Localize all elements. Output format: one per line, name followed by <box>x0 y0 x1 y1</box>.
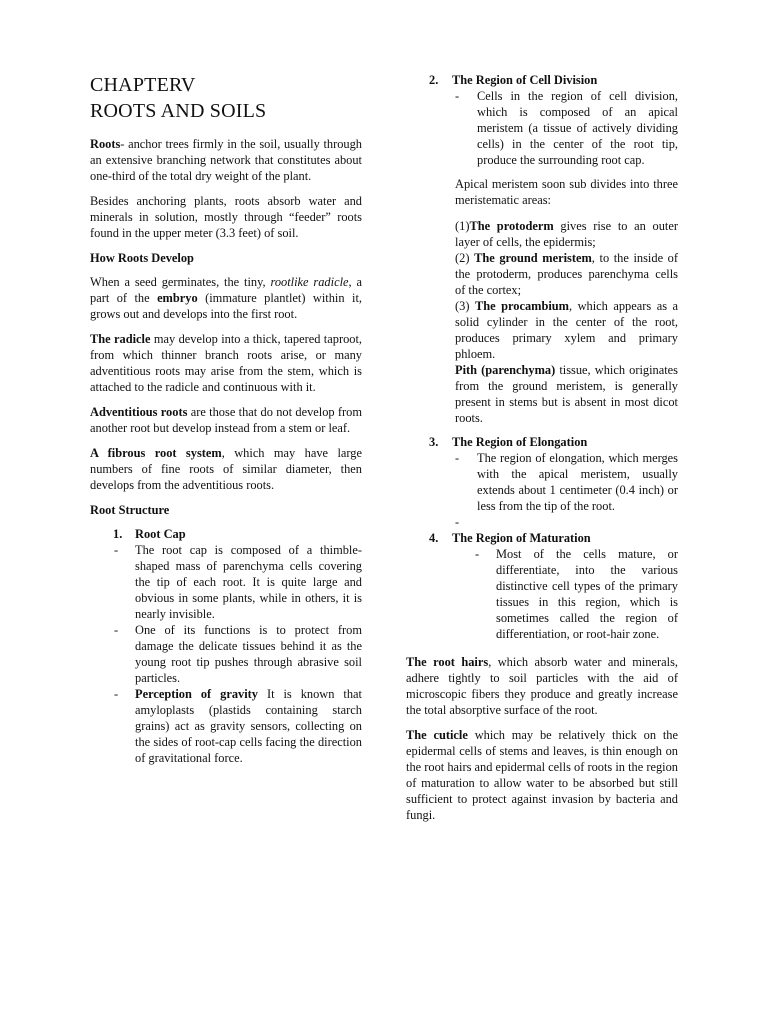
radicle-term: The radicle <box>90 332 151 346</box>
elongation-bullet <box>406 450 678 514</box>
maturation-bullet <box>406 546 678 642</box>
cell-division-title: The Region of Cell Division <box>452 73 598 87</box>
adventitious-text: are those that do not develop from another root but develop instead from a stem or leaf. <box>90 405 362 435</box>
chapter-title <box>90 72 362 124</box>
root-cap-bullet-text: One of its functions is to protect from damage the delicate tissues behind it as the young root tip pushes through abrasive soil particles. <box>135 623 362 685</box>
gravity-term: Perception of gravity <box>135 687 258 701</box>
root-cap-heading <box>90 526 362 542</box>
dash-marker: - <box>455 451 460 465</box>
root-structure-heading: Root Structure <box>90 503 170 517</box>
radicle-text: may develop into a thick, tapered taproot, from which thinner branch roots arise, or many adventitious roots may arise from the stem, which is attached to the radicle and continuous with it. <box>90 332 362 394</box>
dash-marker: - <box>455 515 460 529</box>
maturation-heading <box>406 530 678 546</box>
fibrous-term: A fibrous root system <box>90 446 222 460</box>
germination-text-c: (immature plantlet) within it, grows out and develops into the first root. <box>90 291 362 321</box>
procambium-term: The procambium <box>474 299 570 313</box>
dash-marker: - <box>475 547 480 561</box>
root-cap-bullet <box>90 622 362 686</box>
root-cap-bullet-text: The root cap is composed of a thimble-shaped mass of parenchyma cells covering the tip of each root. It is quite large and obvious in some plants, while in others, it is nearly invisible. <box>135 543 362 621</box>
protoderm-term: The protoderm <box>469 219 554 233</box>
empty-bullet <box>406 514 678 530</box>
radicle-paragraph <box>90 331 362 395</box>
embryo-term: embryo <box>157 291 198 305</box>
elongation-heading <box>406 434 678 450</box>
pith-term: Pith (parenchyma) <box>455 363 556 377</box>
cell-division-heading <box>406 72 678 88</box>
list-number: 3. <box>429 435 439 449</box>
cuticle-term: The cuticle <box>406 728 468 742</box>
roots-paragraph <box>90 136 362 184</box>
elongation-bullet-text: The region of elongation, which merges with the apical meristem, usually extends about 1 centimeter (0.4 inch) or less from the tip of the root. <box>477 451 678 513</box>
list-number: 2. <box>429 73 439 87</box>
right-column <box>406 72 678 832</box>
germination-text-a: When a seed germinates, the tiny, <box>90 275 271 289</box>
root-hairs-term: The root hairs <box>406 655 489 669</box>
procambium-text: , which appears as a solid cylinder in the center of the root, produces primary xylem and primary phloem. <box>455 299 678 361</box>
maturation-title: The Region of Maturation <box>452 531 591 545</box>
fibrous-paragraph <box>90 445 362 493</box>
how-roots-develop-heading: How Roots Develop <box>90 251 194 265</box>
item-number: (2) <box>455 251 475 265</box>
item-number: (3) <box>455 299 475 313</box>
ground-meristem-term: The ground meristem <box>474 251 592 265</box>
germination-paragraph <box>90 274 362 322</box>
roots-text: - anchor trees firmly in the soil, usually through an extensive branching network that constitutes about one-third of the total dry weight of the plant. <box>90 137 362 183</box>
chapter-label: CHAPTERV <box>90 74 196 96</box>
root-hairs-paragraph <box>406 654 678 718</box>
ground-meristem-text: , to the inside of the protoderm, produces parenchyma cells of the cortex; <box>455 251 678 297</box>
dash-marker: - <box>114 623 119 637</box>
apical-meristem-paragraph: Apical meristem soon sub divides into three meristematic areas: <box>455 177 678 207</box>
procambium-item <box>406 298 678 362</box>
maturation-bullet-text: Most of the cells mature, or differentiate, into the various distinctive cell types of the primary tissues in this region, which is sometimes called the region of differentiation, or root-hair zone. <box>496 547 678 641</box>
protoderm-item <box>406 218 678 250</box>
adventitious-term: Adventitious roots <box>90 405 188 419</box>
rootlike-radicle-term: rootlike radicle <box>270 275 349 289</box>
besides-paragraph: Besides anchoring plants, roots absorb water and minerals in solution, mostly through “feeder” roots found in the upper meter (3.3 feet) of soil. <box>90 194 362 240</box>
dash-marker: - <box>455 89 460 103</box>
root-cap-title: Root Cap <box>135 527 186 541</box>
root-cap-bullet <box>90 686 362 766</box>
ground-meristem-item <box>406 250 678 298</box>
germination-text-b: , a part of the <box>90 275 362 305</box>
roots-term: Roots <box>90 137 121 151</box>
cuticle-paragraph <box>406 727 678 823</box>
cell-division-bullet-text: Cells in the region of cell division, which is composed of an apical meristem (a tissue of actively dividing cells) in the center of the root tip, produce the surrounding root cap. <box>477 89 678 167</box>
left-column <box>90 72 362 766</box>
pith-paragraph <box>406 362 678 426</box>
protoderm-text: gives rise to an outer layer of cells, the epidermis; <box>455 219 678 249</box>
dash-marker: - <box>114 543 119 557</box>
adventitious-paragraph <box>90 404 362 436</box>
cell-division-bullet <box>406 88 678 168</box>
root-cap-bullet <box>90 542 362 622</box>
list-number: 1. <box>113 527 123 541</box>
cuticle-text: which may be relatively thick on the epidermal cells of stems and leaves, is thin enough on the root hairs and epidermal cells of roots in the region of maturation to allow water to be absorbed but still sufficient to protect against invasion by bacteria and fungi. <box>406 728 678 822</box>
item-number: (1) <box>455 219 470 233</box>
list-number: 4. <box>429 531 439 545</box>
pith-text: tissue, which originates from the ground meristem, is generally present in stems but is absent in most dicot roots. <box>455 363 678 425</box>
chapter-name: ROOTS AND SOILS <box>90 100 267 122</box>
elongation-title: The Region of Elongation <box>452 435 588 449</box>
root-hairs-text: , which absorb water and minerals, adhere tightly to soil particles with the aid of microscopic fibers they produce and greatly increase the total absorptive surface of the root. <box>406 655 678 717</box>
fibrous-text: , which may have large numbers of fine roots of similar diameter, then develops from the adventitious roots. <box>90 446 362 492</box>
root-cap-bullet-text: It is known that amyloplasts (plastids containing starch grains) act as gravity sensors, collecting on the sides of root-cap cells facing the direction of gravitational force. <box>135 687 362 765</box>
dash-marker: - <box>114 687 119 701</box>
